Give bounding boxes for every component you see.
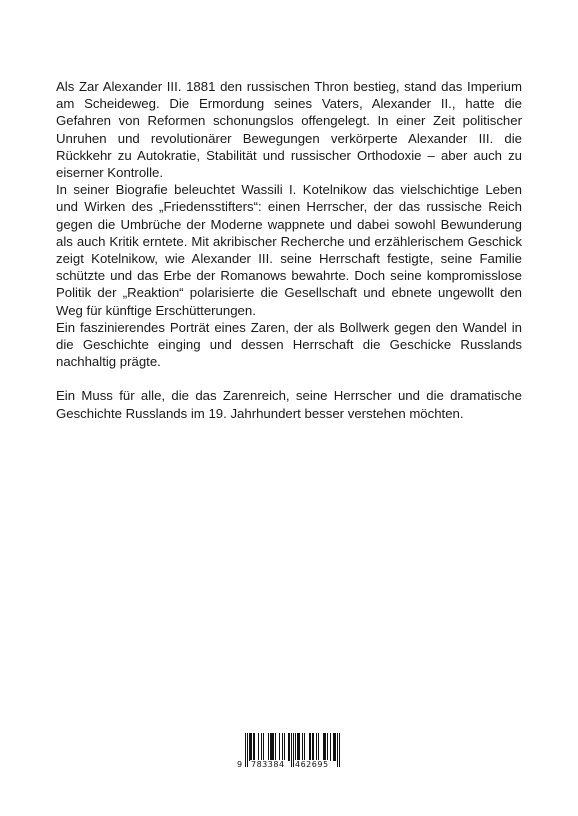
- barcode-bar: [273, 733, 274, 761]
- barcode-bar: [284, 733, 285, 761]
- barcode-bar: [309, 733, 310, 761]
- barcode-bar: [323, 733, 324, 761]
- barcode-bar: [304, 733, 305, 761]
- barcode-bar: [334, 733, 335, 761]
- barcode-bar: [312, 733, 313, 761]
- barcode-digits-left: 783384: [251, 760, 285, 769]
- blurb-paragraph-2: In seiner Biografie beleuchtet Wassili I. Kotelnikow das vielschichtige Leben und Wirken des „Friedensstifters“: einen Herrscher, der das russische Reich gegen die Umbrüche der Moderne wappnete und dabei sowohl Bewunderung als auch Kritik erntete. Mit akribischer Recherche und erzählerischem Geschick zeigt Kotelnikow, wie Alexander III. seine Herrschaft festigte, seine Familie schützte und das Erbe der Romanows bewahrte. Doch seine kompromisslose Politik der „Reaktion“ polarisierte die Gesellschaft und ebnete ungewollt den Weg für künftige Erschütterungen.: [56, 182, 522, 318]
- barcode-bar: [333, 733, 334, 761]
- barcode-guard-bar: [291, 733, 292, 767]
- barcode-bar: [275, 733, 276, 761]
- barcode-digits-right: 462695: [295, 760, 329, 769]
- barcode-bar: [279, 733, 280, 761]
- barcode-bar: [299, 733, 300, 761]
- barcode-bar: [261, 733, 262, 761]
- barcode-bar: [295, 733, 296, 761]
- barcode-bar: [268, 733, 269, 761]
- back-cover-text: [56, 78, 522, 422]
- barcode-bar: [263, 733, 264, 761]
- barcode-bar: [330, 733, 331, 761]
- barcode-guard-bar: [337, 733, 338, 767]
- barcode-bar: [313, 733, 314, 761]
- blurb-paragraph-4: Ein Muss für alle, die das Zarenreich, seine Herrscher und die dramatische Geschichte Russlands im 19. Jahrhundert besser verstehen möchten.: [56, 388, 522, 421]
- barcode-bar: [318, 733, 319, 761]
- barcode-bar: [270, 733, 271, 761]
- barcode-digit-first: 9: [237, 760, 243, 769]
- paragraph-spacer: [56, 370, 522, 387]
- barcode-bar: [272, 733, 273, 761]
- barcode-bar: [298, 733, 299, 761]
- barcode-bar: [316, 733, 317, 761]
- isbn-barcode: [237, 733, 341, 769]
- barcode-bar: [254, 733, 255, 761]
- barcode-bar: [325, 733, 326, 761]
- blurb-paragraph-1: Als Zar Alexander III. 1881 den russischen Thron bestieg, stand das Imperium am Scheideweg. Die Ermordung seines Vaters, Alexander II., hatte die Gefahren von Reformen schonungslos offengelegt. In einer Zeit politischer Unruhen und revolutionärer Bewegungen verkörperte Alexander III. die Rückkehr zu Autokratie, Stabilität und russischer Orthodoxie – aber auch zu eiserner Kontrolle.: [56, 79, 522, 181]
- barcode-bar: [335, 733, 336, 761]
- blurb-paragraph-3: Ein faszinierendes Porträt eines Zaren, der als Bollwerk gegen den Wandel in die Geschichte einging und dessen Herrschaft die Geschicke Russlands nachhaltig prägte.: [56, 319, 522, 370]
- barcode-bar: [302, 733, 303, 761]
- barcode-bar: [327, 733, 328, 761]
- barcode-bar: [271, 733, 272, 761]
- barcode-guard-bar: [247, 733, 248, 767]
- barcode-bar: [251, 733, 252, 761]
- barcode-bar: [253, 733, 254, 761]
- barcode-bar: [288, 733, 289, 761]
- barcode-guard-bar: [339, 733, 340, 767]
- barcode-bar: [258, 733, 259, 761]
- barcode-bar: [249, 733, 250, 761]
- barcode-bar: [324, 733, 325, 761]
- barcode-bar: [310, 733, 311, 761]
- barcode-bar: [250, 733, 251, 761]
- barcode-bar: [282, 733, 283, 761]
- barcode-guard-bar: [245, 733, 246, 767]
- barcode-bar: [289, 733, 290, 761]
- barcode-bar: [297, 733, 298, 761]
